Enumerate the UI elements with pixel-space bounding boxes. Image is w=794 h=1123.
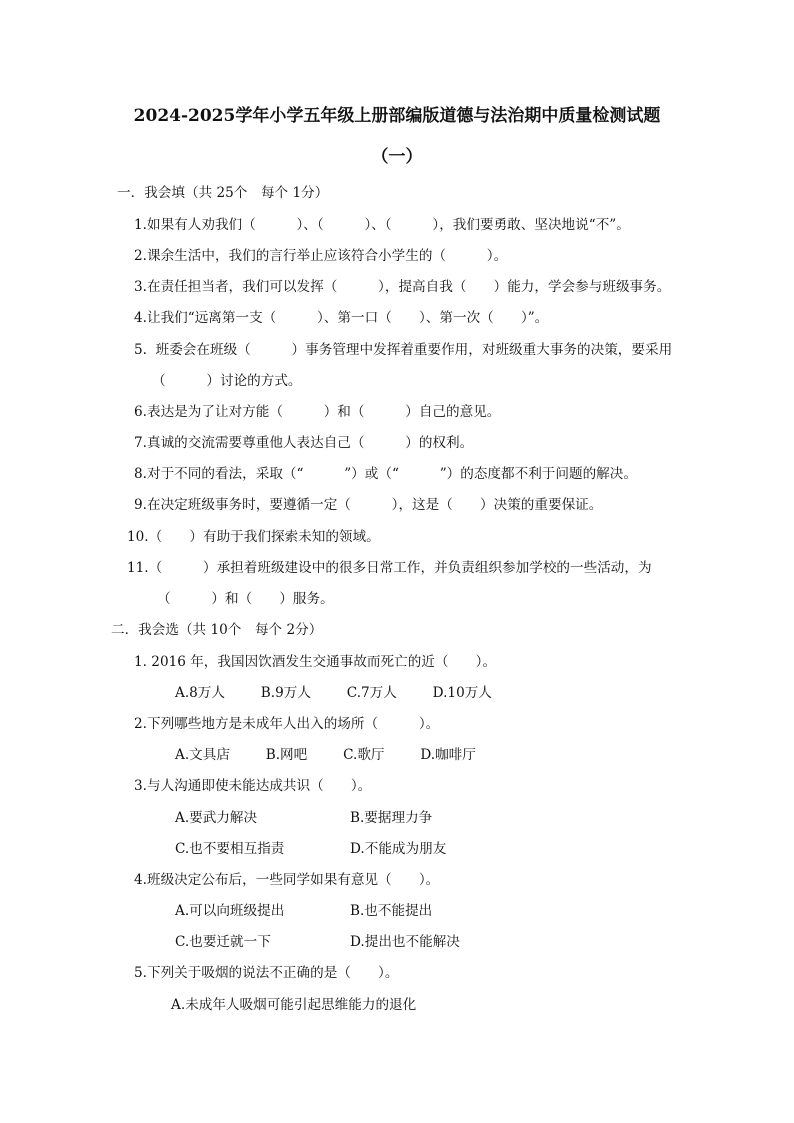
- question-text: 2.下列哪些地方是未成年人出入的场所（ ）。: [134, 716, 440, 732]
- question-text: 11.（ ）承担着班级建设中的很多日常工作，并负责组织参加学校的一些活动，为: [127, 560, 652, 576]
- answer-option: B.要据理力争: [350, 810, 433, 826]
- answer-option: A.未成年人吸烟可能引起思维能力的退化: [171, 997, 417, 1013]
- answer-option: A.要武力解决: [175, 810, 258, 826]
- section-heading-choice: 二．我会选（共 10个 每个 2分）: [111, 622, 323, 638]
- answer-option: D.提出也不能解决: [350, 934, 460, 950]
- question-text: 2.课余生活中，我们的言行举止应该符合小学生的（ ）。: [134, 248, 508, 264]
- question-text: 3.在责任担当者，我们可以发挥（ ），提高自我（ ）能力，学会参与班级事务。: [134, 279, 671, 295]
- exam-title: 2024-2025学年小学五年级上册部编版道德与法治期中质量检测试题: [133, 106, 661, 126]
- question-text: 1.如果有人劝我们（ ）、（ ）、（ ），我们要勇敢、坚决地说“不”。: [134, 217, 630, 233]
- exam-subtitle: （一）: [371, 147, 423, 167]
- question-text: 6.表达是为了让对方能（ ）和（ ）自己的意见。: [134, 404, 501, 420]
- answer-options: A.文具店 B.网吧 C.歌厅 D.咖啡厅: [175, 747, 476, 763]
- question-text: 5.下列关于吸烟的说法不正确的是（ ）。: [134, 965, 399, 981]
- question-text: 4.班级决定公布后，一些同学如果有意见（ ）。: [134, 872, 440, 888]
- question-text: 9.在决定班级事务时，要遵循一定（ ），这是（ ）决策的重要保证。: [134, 497, 603, 513]
- question-text: 10.（ ）有助于我们探索未知的领域。: [127, 529, 380, 545]
- question-text: 3.与人沟通即使未能达成共识（ ）。: [134, 778, 372, 794]
- question-text: 7.真诚的交流需要尊重他人表达自己（ ）的权利。: [134, 435, 474, 451]
- question-text: 8.对于不同的看法，采取（“ ”）或（“ ”）的态度都不利于问题的解决。: [134, 466, 637, 482]
- question-text: 4.让我们“远离第一支（ ）、第一口（ ）、第一次（ ）”。: [134, 310, 549, 326]
- answer-option: C.也不要相互指责: [175, 841, 285, 857]
- answer-options: A.8万人 B.9万人 C.7万人 D.10万人: [175, 685, 492, 701]
- answer-option: A.可以向班级提出: [175, 903, 285, 919]
- question-continuation: （ ）讨论的方式。: [152, 373, 302, 389]
- answer-option: B.也不能提出: [350, 903, 433, 919]
- question-continuation: （ ）和（ ）服务。: [157, 591, 334, 607]
- section-heading-fill: 一．我会填（共 25个 每个 1分）: [117, 185, 329, 201]
- question-text: 1. 2016 年，我国因饮酒发生交通事故而死亡的近（ ）。: [134, 654, 497, 670]
- answer-option: C.也要迁就一下: [175, 934, 271, 950]
- question-text: 5. 班委会在班级（ ）事务管理中发挥着重要作用，对班级重大事务的决策，要采用: [134, 342, 673, 358]
- answer-option: D.不能成为朋友: [350, 841, 447, 857]
